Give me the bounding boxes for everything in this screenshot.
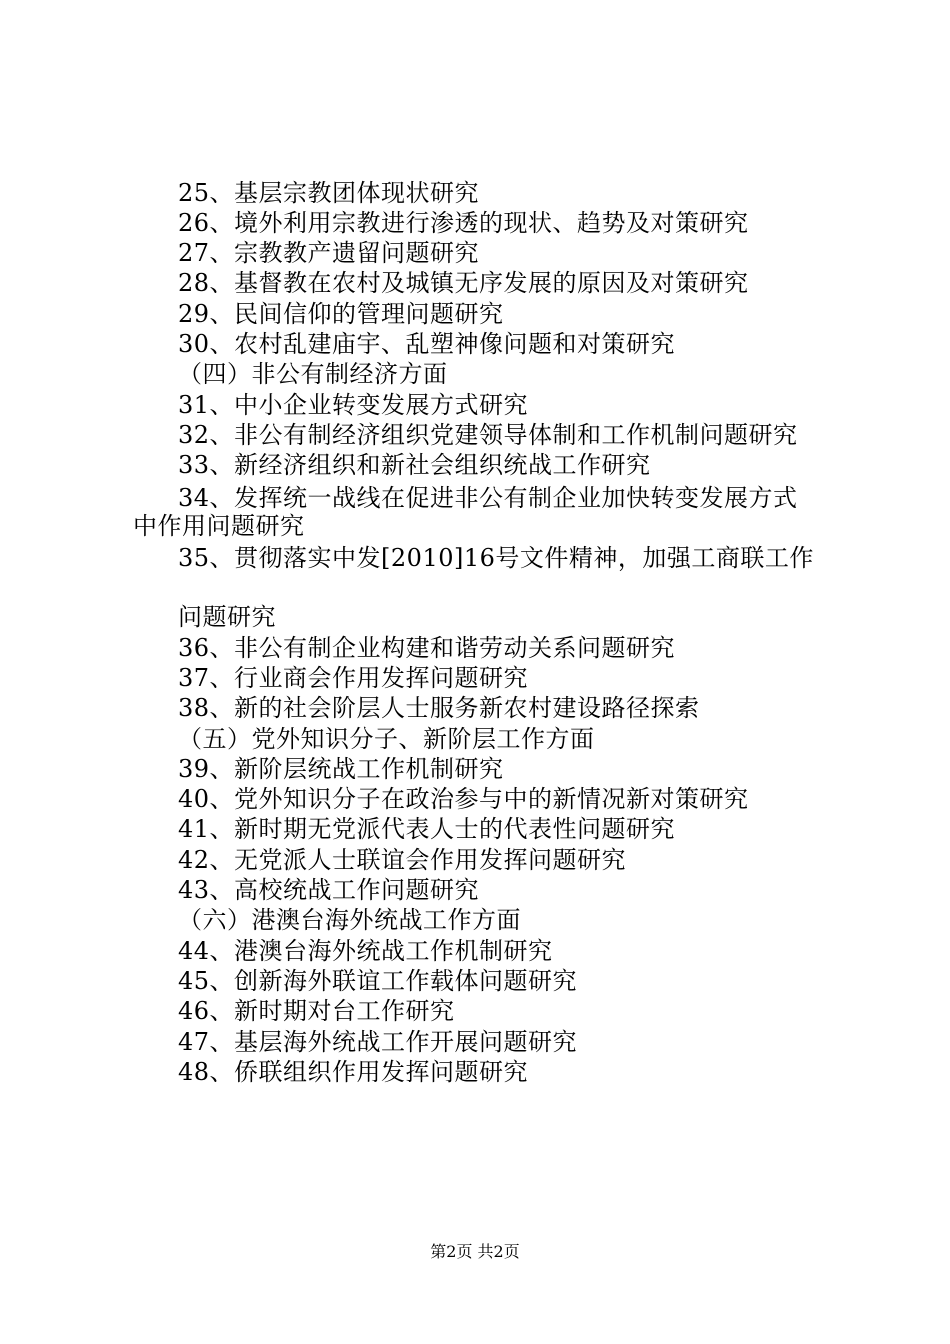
list-item-45: 45、创新海外联谊工作载体问题研究 xyxy=(178,967,578,995)
list-item-47: 47、基层海外统战工作开展问题研究 xyxy=(178,1028,578,1056)
list-item-31: 31、中小企业转变发展方式研究 xyxy=(178,391,529,419)
list-item-35: 35、贯彻落实中发[2010]16号文件精神，加强工商联工作 xyxy=(178,544,814,572)
list-item-27: 27、宗教教产遗留问题研究 xyxy=(178,239,480,267)
list-item-41: 41、新时期无党派代表人士的代表性问题研究 xyxy=(178,815,676,843)
list-item-29: 29、民间信仰的管理问题研究 xyxy=(178,300,504,328)
list-item-28: 28、基督教在农村及城镇无序发展的原因及对策研究 xyxy=(178,269,749,297)
list-item-35-continued: 问题研究 xyxy=(178,603,276,631)
list-item-25: 25、基层宗教团体现状研究 xyxy=(178,179,480,207)
list-item-43: 43、高校统战工作问题研究 xyxy=(178,876,480,904)
list-item-26: 26、境外利用宗教进行渗透的现状、趋势及对策研究 xyxy=(178,209,749,237)
list-item-33: 33、新经济组织和新社会组织统战工作研究 xyxy=(178,451,651,479)
list-item-32: 32、非公有制经济组织党建领导体制和工作机制问题研究 xyxy=(178,421,798,449)
list-item-40: 40、党外知识分子在政治参与中的新情况新对策研究 xyxy=(178,785,749,813)
list-item-48: 48、侨联组织作用发挥问题研究 xyxy=(178,1058,529,1086)
list-item-38: 38、新的社会阶层人士服务新农村建设路径探索 xyxy=(178,694,700,722)
list-item-34-continued: 中作用问题研究 xyxy=(133,512,305,540)
list-item-36: 36、非公有制企业构建和谐劳动关系问题研究 xyxy=(178,634,676,662)
list-item-42: 42、无党派人士联谊会作用发挥问题研究 xyxy=(178,846,627,874)
list-item-34: 34、发挥统一战线在促进非公有制企业加快转变发展方式 xyxy=(178,484,798,512)
list-item-37: 37、行业商会作用发挥问题研究 xyxy=(178,664,529,692)
section-heading-5: （五）党外知识分子、新阶层工作方面 xyxy=(178,725,595,753)
section-heading-4: （四）非公有制经济方面 xyxy=(178,360,448,388)
list-item-46: 46、新时期对台工作研究 xyxy=(178,997,455,1025)
section-heading-6: （六）港澳台海外统战工作方面 xyxy=(178,906,521,934)
list-item-44: 44、港澳台海外统战工作机制研究 xyxy=(178,937,553,965)
list-item-30: 30、农村乱建庙宇、乱塑神像问题和对策研究 xyxy=(178,330,676,358)
list-item-39: 39、新阶层统战工作机制研究 xyxy=(178,755,504,783)
page-footer: 第2页 共2页 xyxy=(430,1242,520,1261)
